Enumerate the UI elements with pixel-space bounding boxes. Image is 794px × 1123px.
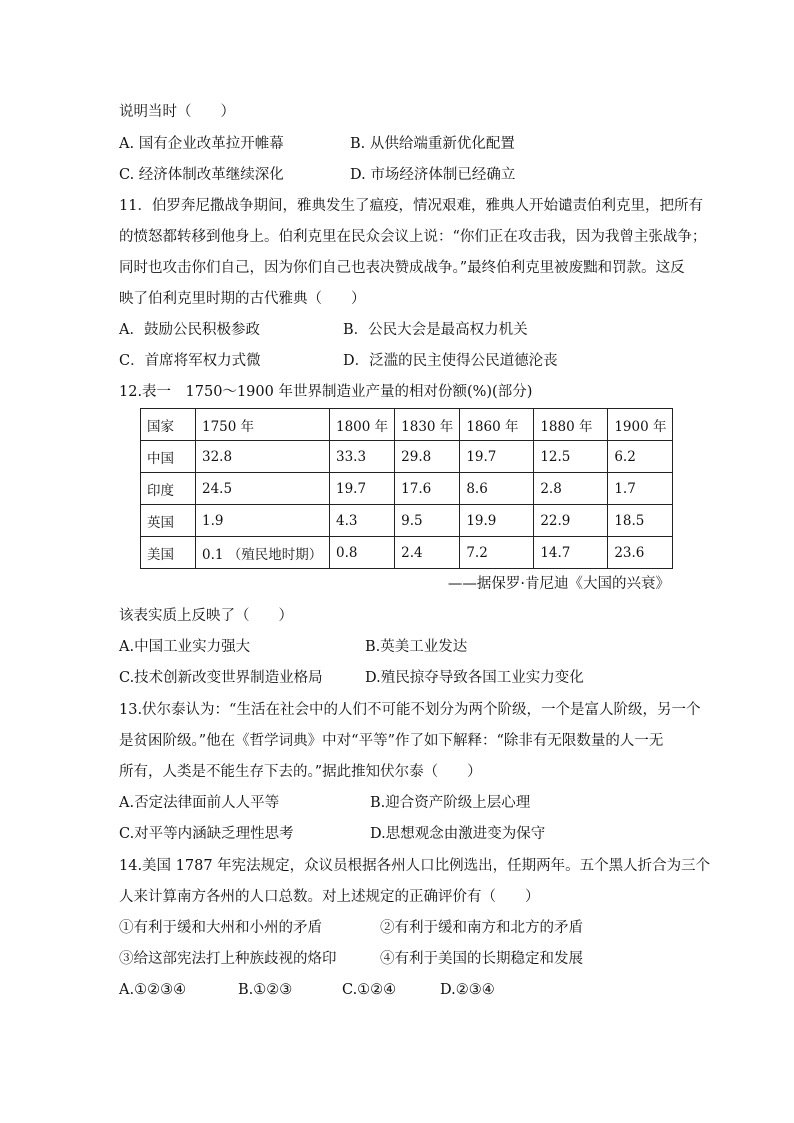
table-header-cell: 国家 [141,409,196,441]
q12-option-c[interactable]: C.技术创新改变世界制造业格局 [119,670,323,686]
table-header-cell: 1860 年 [460,409,534,441]
q14-option-b[interactable]: B.①②③ [238,982,293,998]
table-cell: 29.8 [395,441,460,473]
q10-option-a[interactable]: A. 国有企业改革拉开帷幕 [119,136,284,152]
table-cell: 14.7 [534,537,608,569]
table-cell: 0.8 [330,537,395,569]
q12-title: 12.表一 1750～1900 年世界制造业产量的相对份额(%)(部分) [119,384,533,400]
q11-stem-line: 映了伯利克里时期的古代雅典（ ） [119,291,366,307]
q14-option-a[interactable]: A.①②③④ [119,982,187,998]
table-cell: 23.6 [608,537,673,569]
table-header-cell: 1830 年 [395,409,460,441]
q13-option-b[interactable]: B.迎合资产阶级上层心理 [370,795,531,811]
q14-statement-4: ④有利于美国的长期稳定和发展 [380,951,583,967]
table-row [141,537,673,569]
q14-statement-3: ③给这部宪法打上种族歧视的烙印 [119,951,337,967]
q12-source-citation: ——据保罗·肯尼迪《大国的兴衰》 [447,576,670,592]
q13-stem-line: 13.伏尔泰认为：“生活在社会中的人们不可能不划分为两个阶级，一个是富人阶级，另一个 [119,702,701,718]
q11-option-b[interactable]: B．公民大会是最高权力机关 [343,322,528,338]
table-cell: 8.6 [460,473,534,505]
table-cell: 32.8 [196,441,330,473]
q11-stem-line: 的愤怒都转移到他身上。伯利克里在民众会议上说：“你们正在攻击我，因为我曾主张战争； [119,229,707,245]
q14-stem-line: 人来计算南方各州的人口总数。对上述规定的正确评价有（ ） [119,889,540,905]
q11-stem-line: 同时也攻击你们自己，因为你们自己也表决赞成战争。”最终伯利克里被废黜和罚款。这反 [119,260,685,276]
table-cell: 12.5 [534,441,608,473]
q14-option-d[interactable]: D.②③④ [440,982,495,998]
table-cell: 2.4 [395,537,460,569]
table-cell: 0.1 （殖民地时期） [196,537,330,569]
q11-option-a[interactable]: A．鼓励公民积极参政 [119,322,260,338]
q10-option-c[interactable]: C. 经济体制改革继续深化 [119,167,284,183]
table-row [141,473,673,505]
q13-stem-line: 是贫困阶级。”他在《哲学词典》中对“平等”作了如下解释：“除非有无限数量的人一无 [119,733,664,749]
q10-option-d[interactable]: D. 市场经济体制已经确立 [350,167,516,183]
q13-stem-line: 所有，人类是不能生存下去的。”据此推知伏尔泰（ ） [119,764,482,780]
table-cell: 19.9 [460,505,534,537]
q10-option-b[interactable]: B. 从供给端重新优化配置 [350,136,515,152]
table-cell: 美国 [141,537,196,569]
q11-stem-line: 11．伯罗奔尼撒战争期间，雅典发生了瘟疫，情况艰难，雅典人开始谴责伯利克里，把所有 [119,198,703,214]
q12-option-d[interactable]: D.殖民掠夺导致各国工业实力变化 [365,670,584,686]
q13-option-d[interactable]: D.思想观念由激进变为保守 [370,826,546,842]
table-header-row [141,409,673,441]
q12-option-b[interactable]: B.英美工业发达 [365,639,468,655]
table-cell: 印度 [141,473,196,505]
table-cell: 4.3 [330,505,395,537]
table-row [141,505,673,537]
table-cell: 19.7 [460,441,534,473]
table-cell: 2.8 [534,473,608,505]
table-cell: 英国 [141,505,196,537]
table-cell: 17.6 [395,473,460,505]
q13-option-c[interactable]: C.对平等内涵缺乏理性思考 [119,826,294,842]
q11-option-d[interactable]: D．泛滥的民主使得公民道德沦丧 [343,353,558,369]
q11-option-c[interactable]: C．首席将军权力式微 [119,353,261,369]
q14-statement-2: ②有利于缓和南方和北方的矛盾 [380,920,583,936]
q10-stem-tail: 说明当时（ ） [119,104,235,120]
table-header-cell: 1900 年 [608,409,673,441]
table-header-cell: 1800 年 [330,409,395,441]
q12-question: 该表实质上反映了（ ） [119,608,293,624]
q14-option-c[interactable]: C.①②④ [342,982,397,998]
q12-option-a[interactable]: A.中国工业实力强大 [119,639,251,655]
table-header-cell: 1750 年 [196,409,330,441]
table-cell: 7.2 [460,537,534,569]
table-cell: 24.5 [196,473,330,505]
table-cell: 19.7 [330,473,395,505]
table-cell: 1.9 [196,505,330,537]
table-cell: 6.2 [608,441,673,473]
q14-statement-1: ①有利于缓和大州和小州的矛盾 [119,920,322,936]
table-row [141,441,673,473]
q13-option-a[interactable]: A.否定法律面前人人平等 [119,795,280,811]
table-cell: 33.3 [330,441,395,473]
q12-data-table [140,408,673,569]
table-cell: 1.7 [608,473,673,505]
table-cell: 22.9 [534,505,608,537]
q14-stem-line: 14.美国 1787 年宪法规定，众议员根据各州人口比例选出，任期两年。五个黑人折合为三个 [119,858,711,874]
table-header-cell: 1880 年 [534,409,608,441]
table-cell: 18.5 [608,505,673,537]
table-cell: 中国 [141,441,196,473]
table-cell: 9.5 [395,505,460,537]
